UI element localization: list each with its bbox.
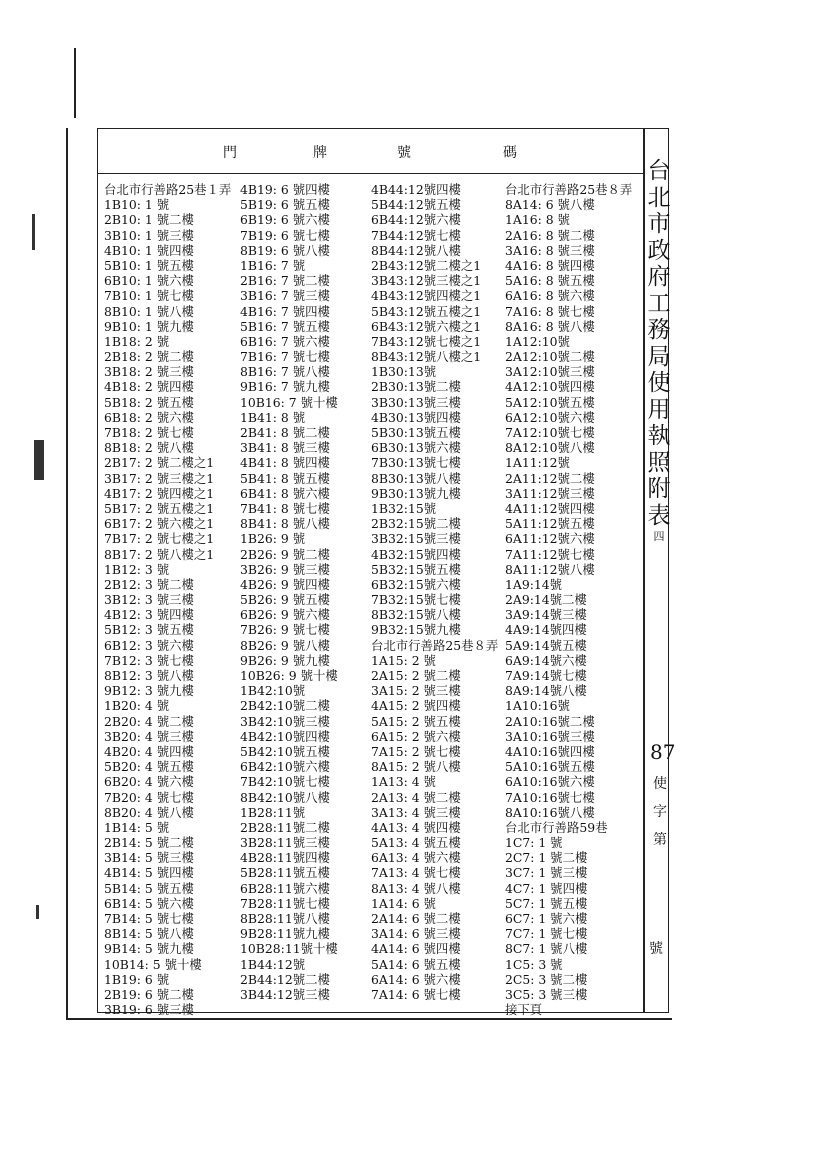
address-entry: 6B42:10號六樓 xyxy=(240,759,330,775)
address-entry: 8A15: 2 號八樓 xyxy=(371,759,461,775)
title-char: 使 xyxy=(647,370,671,396)
address-entry: 5B17: 2 號五樓之1 xyxy=(104,500,215,516)
address-entry: 7B43:12號七樓之1 xyxy=(371,333,482,349)
scan-mark xyxy=(34,440,44,480)
address-entry: 8B12: 3 號八樓 xyxy=(104,668,194,683)
address-entry: 2B10: 1 號二樓 xyxy=(104,212,194,228)
address-entry: 4A11:12號四樓 xyxy=(505,500,595,516)
address-entry: 8B20: 4 號八樓 xyxy=(104,804,194,820)
address-entry: 7B44:12號七樓 xyxy=(371,227,461,243)
address-entry: 9B16: 7 號九樓 xyxy=(240,379,330,395)
address-entry: 1A12:10號 xyxy=(505,333,570,349)
address-entry: 3B28:11號三樓 xyxy=(240,835,330,851)
address-entry: 3B10: 1 號三樓 xyxy=(104,227,194,243)
address-entry: 10B28:11號十樓 xyxy=(240,941,338,957)
address-entry: 7B41: 8 號七樓 xyxy=(240,500,330,516)
address-entry: 6B20: 4 號六樓 xyxy=(104,774,194,790)
permit-suffix-vertical xyxy=(650,770,670,854)
address-entry: 3A10:16號三樓 xyxy=(505,728,595,744)
address-entry: 9B30:13號九樓 xyxy=(371,485,461,501)
address-entry: 5B14: 5 號五樓 xyxy=(104,880,194,896)
address-entry: 3B44:12號三樓 xyxy=(240,986,330,1002)
address-entry: 2B16: 7 號二樓 xyxy=(240,273,330,289)
address-entry: 6A12:10號六樓 xyxy=(505,409,595,425)
address-entry: 7B12: 3 號七樓 xyxy=(104,652,194,668)
address-entry: 10B14: 5 號十樓 xyxy=(104,956,202,972)
address-entry: 9B12: 3 號九樓 xyxy=(104,683,194,699)
address-entry: 4B26: 9 號四樓 xyxy=(240,576,330,592)
address-entry: 7B17: 2 號七樓之1 xyxy=(104,531,215,547)
header-label: 牌 xyxy=(313,145,327,161)
address-entry: 1A10:16號 xyxy=(505,698,570,714)
address-entry: 3A15: 2 號三樓 xyxy=(371,683,461,699)
address-column-4 xyxy=(505,182,632,1017)
address-entry: 1B32:15號 xyxy=(371,500,437,516)
address-entry: 5B32:15號五樓 xyxy=(371,561,461,577)
address-entry: 3B30:13號三樓 xyxy=(371,394,461,410)
address-entry: 3B19: 6 號三樓 xyxy=(104,1002,194,1018)
address-entry: 6B16: 7 號六樓 xyxy=(240,333,330,349)
address-entry: 5A14: 6 號五樓 xyxy=(371,956,461,972)
address-entry: 7B20: 4 號七樓 xyxy=(104,789,194,805)
address-entry: 2B44:12號二樓 xyxy=(240,971,330,987)
address-entry: 1A14: 6 號 xyxy=(371,895,436,911)
address-entry: 5A9:14號五樓 xyxy=(505,637,587,653)
address-column-1 xyxy=(104,182,231,1017)
address-entry: 4C7: 1 號四樓 xyxy=(505,880,588,896)
address-entry: 6B26: 9 號六樓 xyxy=(240,607,330,623)
address-entry: 台北市行善路25巷８弄 xyxy=(371,637,499,653)
address-entry: 6A9:14號六樓 xyxy=(505,652,587,668)
address-entry: 7C7: 1 號七樓 xyxy=(505,926,588,942)
address-entry: 4A15: 2 號四樓 xyxy=(371,698,461,714)
address-entry: 5B10: 1 號五樓 xyxy=(104,257,194,273)
address-entry: 2B28:11號二樓 xyxy=(240,819,330,835)
address-entry: 1B28:11號 xyxy=(240,804,306,820)
address-entry: 10B26: 9 號十樓 xyxy=(240,668,338,683)
address-entry: 4B17: 2 號四樓之1 xyxy=(104,485,215,501)
address-entry: 4B32:15號四樓 xyxy=(371,546,461,562)
address-entry: 3A16: 8 號三樓 xyxy=(505,242,595,258)
address-entry: 4B43:12號四樓之1 xyxy=(371,288,482,304)
title-char: 附 xyxy=(647,476,671,502)
address-entry: 7A10:16號七樓 xyxy=(505,789,595,805)
address-entry: 8B32:15號八樓 xyxy=(371,607,461,623)
address-entry: 4B41: 8 號四樓 xyxy=(240,455,330,471)
address-entry: 6A14: 6 號六樓 xyxy=(371,971,461,987)
address-entry: 8B14: 5 號八樓 xyxy=(104,926,194,942)
header-label: 號 xyxy=(397,145,411,161)
address-entry: 1C5: 3 號 xyxy=(505,956,563,972)
address-entry: 3A14: 6 號三樓 xyxy=(371,926,461,942)
address-entry: 2A13: 4 號二樓 xyxy=(371,789,461,805)
document-title-vertical xyxy=(646,158,672,545)
address-entry: 3C7: 1 號三樓 xyxy=(505,865,588,881)
address-entry: 9B32:15號九樓 xyxy=(371,622,461,638)
address-entry: 7B42:10號七樓 xyxy=(240,774,330,790)
address-entry: 8B42:10號八樓 xyxy=(240,789,330,805)
address-entry: 6B19: 6 號六樓 xyxy=(240,212,330,228)
title-char: 表 xyxy=(647,502,671,529)
address-entry: 1A16: 8 號 xyxy=(505,212,570,228)
address-entry: 3B14: 5 號三樓 xyxy=(104,850,194,866)
address-entry: 1C7: 1 號 xyxy=(505,835,563,851)
address-entry: 6A13: 4 號六樓 xyxy=(371,850,461,866)
scan-mark xyxy=(32,214,35,250)
address-entry: 8B18: 2 號八樓 xyxy=(104,440,194,456)
address-entry: 1B30:13號 xyxy=(371,364,437,380)
header-label: 門 xyxy=(223,145,237,161)
address-entry: 台北市行善路25巷１弄 xyxy=(104,182,232,197)
address-entry: 6C7: 1 號六樓 xyxy=(505,911,588,926)
address-entry: 6A11:12號六樓 xyxy=(505,531,595,547)
address-entry: 8B10: 1 號八樓 xyxy=(104,303,194,319)
address-entry: 7A14: 6 號七樓 xyxy=(371,986,461,1002)
address-entry: 5B16: 7 號五樓 xyxy=(240,318,330,334)
address-entry: 7B18: 2 號七樓 xyxy=(104,425,194,440)
address-entry: 5B28:11號五樓 xyxy=(240,865,330,881)
address-entry: 8B41: 8 號八樓 xyxy=(240,516,330,532)
address-entry: 2A12:10號二樓 xyxy=(505,349,595,365)
address-entry: 6B44:12號六樓 xyxy=(371,212,461,228)
address-entry: 1A15: 2 號 xyxy=(371,652,436,668)
title-char: 府 xyxy=(647,264,671,290)
address-entry: 1B41: 8 號 xyxy=(240,409,306,425)
address-entry: 5A16: 8 號五樓 xyxy=(505,273,595,289)
address-entry: 4B16: 7 號四樓 xyxy=(240,303,330,319)
address-entry: 4B44:12號四樓 xyxy=(371,182,461,197)
address-column-3 xyxy=(371,182,498,1002)
address-entry: 1A9:14號 xyxy=(505,576,563,592)
suffix-char: 字 xyxy=(653,804,667,820)
address-entry: 7B16: 7 號七樓 xyxy=(240,349,330,365)
address-entry: 1B42:10號 xyxy=(240,683,306,699)
address-entry: 4A12:10號四樓 xyxy=(505,379,595,395)
address-entry: 6B10: 1 號六樓 xyxy=(104,273,194,289)
address-entry: 1B18: 2 號 xyxy=(104,333,170,349)
address-entry: 1A13: 4 號 xyxy=(371,774,436,790)
address-entry: 5B43:12號五樓之1 xyxy=(371,303,482,319)
address-entry: 7A13: 4 號七樓 xyxy=(371,865,461,881)
address-entry: 6A10:16號六樓 xyxy=(505,774,595,790)
address-entry: 9B28:11號九樓 xyxy=(240,926,330,942)
address-entry: 3B20: 4 號三樓 xyxy=(104,728,194,744)
address-entry: 3B32:15號三樓 xyxy=(371,531,461,547)
title-char: 台 xyxy=(647,158,671,184)
suffix-char: 使 xyxy=(653,776,667,792)
address-entry: 9B10: 1 號九樓 xyxy=(104,318,194,334)
title-char: 照 xyxy=(647,449,671,476)
title-char: 工 xyxy=(647,290,671,317)
address-entry: 2B42:10號二樓 xyxy=(240,698,330,714)
address-entry: 5B30:13號五樓 xyxy=(371,425,461,440)
left-border-line xyxy=(66,128,68,1020)
address-entry: 3A13: 4 號三樓 xyxy=(371,804,461,820)
address-column-2 xyxy=(240,182,338,1002)
address-entry: 2B20: 4 號二樓 xyxy=(104,713,194,729)
address-entry: 2B14: 5 號二樓 xyxy=(104,835,194,851)
address-entry: 5B44:12號五樓 xyxy=(371,197,461,213)
address-entry: 6B12: 3 號六樓 xyxy=(104,637,194,653)
address-entry: 2C5: 3 號二樓 xyxy=(505,971,588,987)
address-entry: 7B26: 9 號七樓 xyxy=(240,622,330,638)
address-entry: 4A14: 6 號四樓 xyxy=(371,941,461,957)
binding-margin-line xyxy=(74,48,76,118)
address-entry: 4B12: 3 號四樓 xyxy=(104,607,194,623)
address-entry: 4B18: 2 號四樓 xyxy=(104,379,194,395)
title-char: 北 xyxy=(647,184,671,211)
address-entry: 7A11:12號七樓 xyxy=(505,546,595,562)
address-entry: 5B20: 4 號五樓 xyxy=(104,759,194,775)
permit-end-char: 號 xyxy=(649,941,663,957)
address-entry: 6A16: 8 號六樓 xyxy=(505,288,595,304)
address-entry: 7B19: 6 號七樓 xyxy=(240,227,330,243)
address-entry: 5B26: 9 號五樓 xyxy=(240,592,330,608)
address-entry: 8B44:12號八樓 xyxy=(371,242,461,258)
address-entry: 1A11:12號 xyxy=(505,455,570,471)
address-entry: 2B17: 2 號二樓之1 xyxy=(104,455,215,471)
address-entry: 3B16: 7 號三樓 xyxy=(240,288,330,304)
address-entry: 4B19: 6 號四樓 xyxy=(240,182,330,197)
address-entry: 8A9:14號八樓 xyxy=(505,683,587,699)
title-char: 局 xyxy=(647,343,671,370)
address-entry: 4B20: 4 號四樓 xyxy=(104,743,194,759)
address-entry: 2B12: 3 號二樓 xyxy=(104,576,194,592)
address-entry: 7B30:13號七樓 xyxy=(371,455,461,471)
address-entry: 5C7: 1 號五樓 xyxy=(505,895,588,911)
address-entry: 8B26: 9 號八樓 xyxy=(240,637,330,653)
address-entry: 6B18: 2 號六樓 xyxy=(104,409,194,425)
address-entry: 8A13: 4 號八樓 xyxy=(371,880,461,896)
address-entry: 1B20: 4 號 xyxy=(104,698,170,714)
bottom-border-line xyxy=(68,1018,672,1020)
address-entry: 2B43:12號二樓之1 xyxy=(371,257,482,273)
address-entry: 7B32:15號七樓 xyxy=(371,592,461,608)
address-entry: 7B28:11號七樓 xyxy=(240,895,330,911)
sidebar-divider xyxy=(643,128,645,1013)
address-entry: 台北市行善路59巷 xyxy=(505,819,608,835)
address-entry: 8A14: 6 號八樓 xyxy=(505,197,595,213)
scan-mark xyxy=(36,905,39,919)
title-char: 市 xyxy=(647,211,671,237)
address-entry: 5B18: 2 號五樓 xyxy=(104,394,194,410)
address-entry: 1B10: 1 號 xyxy=(104,197,170,213)
address-entry: 8B28:11號八樓 xyxy=(240,911,330,926)
address-entry: 4B28:11號四樓 xyxy=(240,850,330,866)
title-char: 執 xyxy=(647,423,671,449)
address-entry: 4A13: 4 號四樓 xyxy=(371,819,461,835)
address-entry: 3B17: 2 號三樓之1 xyxy=(104,470,215,486)
address-entry: 4B30:13號四樓 xyxy=(371,409,461,425)
address-entry: 3C5: 3 號三樓 xyxy=(505,986,588,1002)
address-entry: 2B41: 8 號二樓 xyxy=(240,425,330,440)
address-entry: 5B42:10號五樓 xyxy=(240,743,330,759)
address-entry: 5B41: 8 號五樓 xyxy=(240,470,330,486)
address-entry: 7A16: 8 號七樓 xyxy=(505,303,595,319)
address-entry: 5A15: 2 號五樓 xyxy=(371,713,461,729)
address-entry: 2A10:16號二樓 xyxy=(505,713,595,729)
address-entry: 6B28:11號六樓 xyxy=(240,880,330,896)
title-char: 用 xyxy=(647,396,671,423)
address-entry: 8B16: 7 號八樓 xyxy=(240,364,330,380)
address-entry: 3B42:10號三樓 xyxy=(240,713,330,729)
address-entry: 1B19: 6 號 xyxy=(104,971,170,987)
address-entry: 5B19: 6 號五樓 xyxy=(240,197,330,213)
address-entry: 2B32:15號二樓 xyxy=(371,516,461,532)
address-entry: 6B32:15號六樓 xyxy=(371,576,461,592)
address-entry: 2B30:13號二樓 xyxy=(371,379,461,395)
address-entry: 7A9:14號七樓 xyxy=(505,668,587,683)
address-entry: 7A15: 2 號七樓 xyxy=(371,743,461,759)
address-entry: 5A11:12號五樓 xyxy=(505,516,595,532)
header-label: 碼 xyxy=(503,145,517,161)
address-entry: 3A12:10號三樓 xyxy=(505,364,595,380)
address-entry: 1B44:12號 xyxy=(240,956,306,972)
title-char: 政 xyxy=(647,237,671,264)
address-entry: 3A11:12號三樓 xyxy=(505,485,595,501)
address-entry: 9B26: 9 號九樓 xyxy=(240,652,330,668)
address-entry: 4A10:16號四樓 xyxy=(505,743,595,759)
address-entry: 2A11:12號二樓 xyxy=(505,470,595,486)
address-entry: 6B41: 8 號六樓 xyxy=(240,485,330,501)
title-suffix: 四 xyxy=(653,530,665,543)
address-entry: 1B26: 9 號 xyxy=(240,531,306,547)
address-entry: 5A13: 4 號五樓 xyxy=(371,835,461,851)
address-entry: 3B12: 3 號三樓 xyxy=(104,592,194,608)
address-entry: 6B14: 5 號六樓 xyxy=(104,895,194,911)
address-entry: 8A12:10號八樓 xyxy=(505,440,595,456)
address-entry: 4B14: 5 號四樓 xyxy=(104,865,194,881)
address-entry: 8A10:16號八樓 xyxy=(505,804,595,820)
address-entry: 5A10:16號五樓 xyxy=(505,759,595,775)
address-entry: 8C7: 1 號八樓 xyxy=(505,941,588,957)
address-entry: 2C7: 1 號二樓 xyxy=(505,850,588,866)
title-char: 務 xyxy=(647,317,671,343)
address-entry: 7B10: 1 號七樓 xyxy=(104,288,194,304)
address-entry: 2A9:14號二樓 xyxy=(505,592,587,608)
address-entry: 3B18: 2 號三樓 xyxy=(104,364,194,380)
address-entry: 5B12: 3 號五樓 xyxy=(104,622,194,638)
address-entry: 2B26: 9 號二樓 xyxy=(240,546,330,562)
address-entry: 3B26: 9 號三樓 xyxy=(240,561,330,577)
suffix-char: 第 xyxy=(653,832,667,848)
address-entry: 6B43:12號六樓之1 xyxy=(371,318,482,334)
address-entry: 2A16: 8 號二樓 xyxy=(505,227,595,243)
address-entry: 2A14: 6 號二樓 xyxy=(371,911,461,926)
address-entry: 台北市行善路25巷８弄 xyxy=(505,182,633,197)
address-entry: 8A11:12號八樓 xyxy=(505,561,595,577)
address-entry: 8B17: 2 號八樓之1 xyxy=(104,546,215,562)
address-entry: 6B30:13號六樓 xyxy=(371,440,461,456)
address-entry: 3B43:12號三樓之1 xyxy=(371,273,482,289)
address-entry: 8B30:13號八樓 xyxy=(371,470,461,486)
address-entry: 8B43:12號八樓之1 xyxy=(371,349,482,365)
address-entry: 2A15: 2 號二樓 xyxy=(371,668,461,683)
address-entry: 8B19: 6 號八樓 xyxy=(240,242,330,258)
address-entry: 2B18: 2 號二樓 xyxy=(104,349,194,365)
address-entry: 8A16: 8 號八樓 xyxy=(505,318,595,334)
address-entry: 1B14: 5 號 xyxy=(104,819,170,835)
address-entry: 6B17: 2 號六樓之1 xyxy=(104,516,215,532)
address-entry: 4A9:14號四樓 xyxy=(505,622,587,638)
address-entry: 5A12:10號五樓 xyxy=(505,394,595,410)
address-entry: 7B14: 5 號七樓 xyxy=(104,911,194,926)
address-entry: 4A16: 8 號四樓 xyxy=(505,257,595,273)
address-entry: 10B16: 7 號十樓 xyxy=(240,394,338,410)
address-entry: 1B12: 3 號 xyxy=(104,561,170,577)
permit-number: 87 xyxy=(650,740,676,764)
address-entry: 接下頁 xyxy=(505,1002,543,1018)
address-entry: 7A12:10號七樓 xyxy=(505,425,595,440)
address-entry: 4B42:10號四樓 xyxy=(240,728,330,744)
address-entry: 4B10: 1 號四樓 xyxy=(104,242,194,258)
address-entry: 1B16: 7 號 xyxy=(240,257,306,273)
address-entry: 6A15: 2 號六樓 xyxy=(371,728,461,744)
address-entry: 3A9:14號三樓 xyxy=(505,607,587,623)
address-entry: 3B41: 8 號三樓 xyxy=(240,440,330,456)
address-entry: 2B19: 6 號二樓 xyxy=(104,986,194,1002)
address-entry: 9B14: 5 號九樓 xyxy=(104,941,194,957)
table-header xyxy=(97,128,643,174)
